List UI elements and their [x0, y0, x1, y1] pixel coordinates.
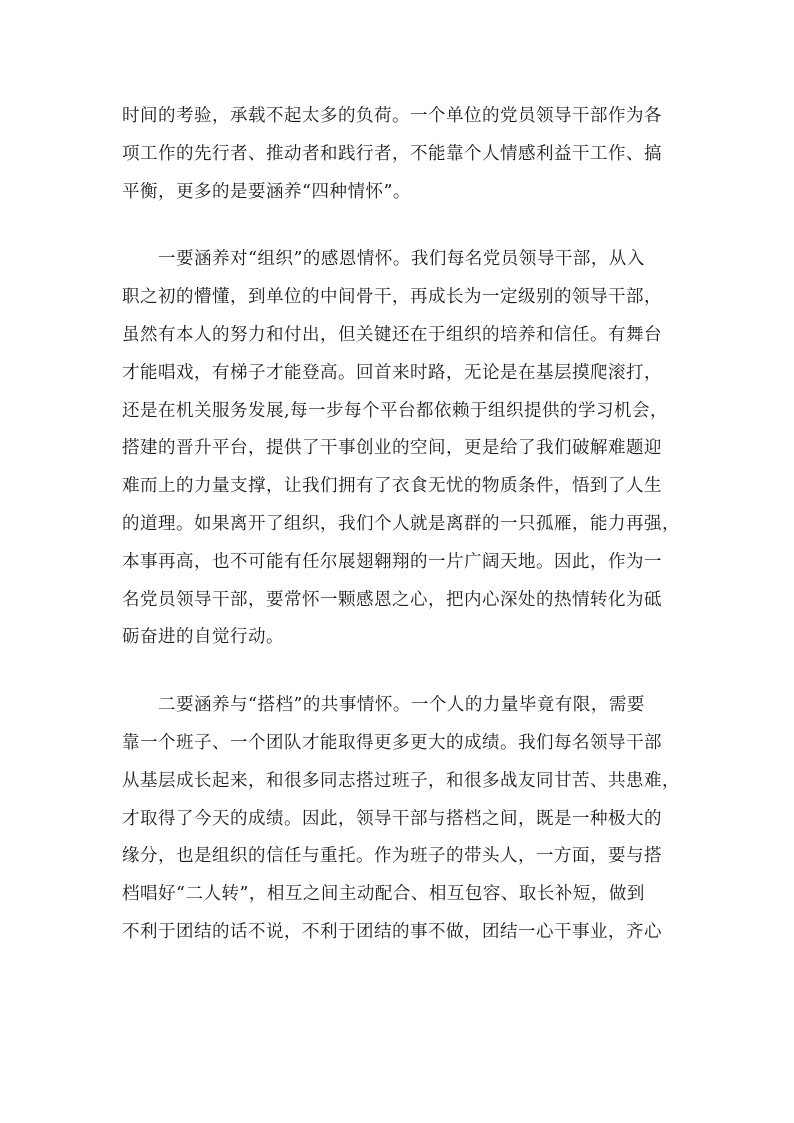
document-body	[122, 98, 682, 952]
text-line: 从基层成长起来，和很多同志搭过班子，和很多战友同甘苦、共患难，	[122, 770, 680, 791]
text-line: 才能唱戏，有梯子才能登高。回首来时路，无论是在基层摸爬滚打，	[122, 362, 662, 383]
text-line: 难而上的力量支撑，让我们拥有了衣食无忧的物质条件，悟到了人生	[122, 476, 662, 497]
text-line: 职之初的懵懂，到单位的中间骨干，再成长为一定级别的领导干部，	[122, 287, 662, 308]
text-line: 靠一个班子、一个团队才能取得更多更大的成绩。我们每名领导干部	[122, 732, 662, 753]
paragraph-gap	[122, 657, 682, 687]
text-line: 不利于团结的话不说，不利于团结的事不做，团结一心干事业，齐心	[122, 921, 662, 942]
text-line: 平衡，更多的是要涵养“四种情怀”。	[122, 181, 411, 202]
text-line: 时间的考验，承载不起太多的负荷。一个单位的党员领导干部作为各	[122, 106, 662, 126]
text-line: 名党员领导干部，要常怀一颗感恩之心，把内心深处的热情转化为砥	[122, 589, 662, 610]
text-line: 项工作的先行者、推动者和践行者，不能靠个人情感利益干工作、搞	[122, 143, 662, 164]
paragraph-intro	[122, 98, 682, 211]
text-line: 一要涵养对“组织”的感恩情怀。我们每名党员领导干部，从入	[122, 249, 645, 270]
text-line: 二要涵养与“搭档”的共事情怀。一个人的力量毕竟有限，需要	[122, 695, 645, 716]
text-line: 虽然有本人的努力和付出，但关键还在于组织的培养和信任。有舞台	[122, 324, 662, 345]
text-line: 缘分，也是组织的信任与重托。作为班子的带头人，一方面，要与搭	[122, 846, 662, 867]
text-line: 本事再高，也不可能有任尔展翅翱翔的一片广阔天地。因此，作为一	[122, 551, 662, 572]
paragraph-gap	[122, 211, 682, 241]
text-line: 的道理。如果离开了组织，我们个人就是离群的一只孤雁，能力再强，	[122, 513, 680, 534]
text-line: 档唱好“二人转”，相互之间主动配合、相互包容、取长补短，做到	[122, 884, 645, 905]
text-line: 砺奋进的自觉行动。	[122, 627, 284, 648]
text-line: 搭建的晋升平台，提供了干事创业的空间，更是给了我们破解难题迎	[122, 438, 662, 459]
paragraph-partner	[122, 687, 682, 952]
text-line: 才取得了今天的成绩。因此，领导干部与搭档之间，既是一种极大的	[122, 808, 662, 829]
paragraph-organization	[122, 241, 682, 657]
text-line: 还是在机关服务发展,每一步每个平台都依赖于组织提供的学习机会，	[122, 400, 669, 421]
